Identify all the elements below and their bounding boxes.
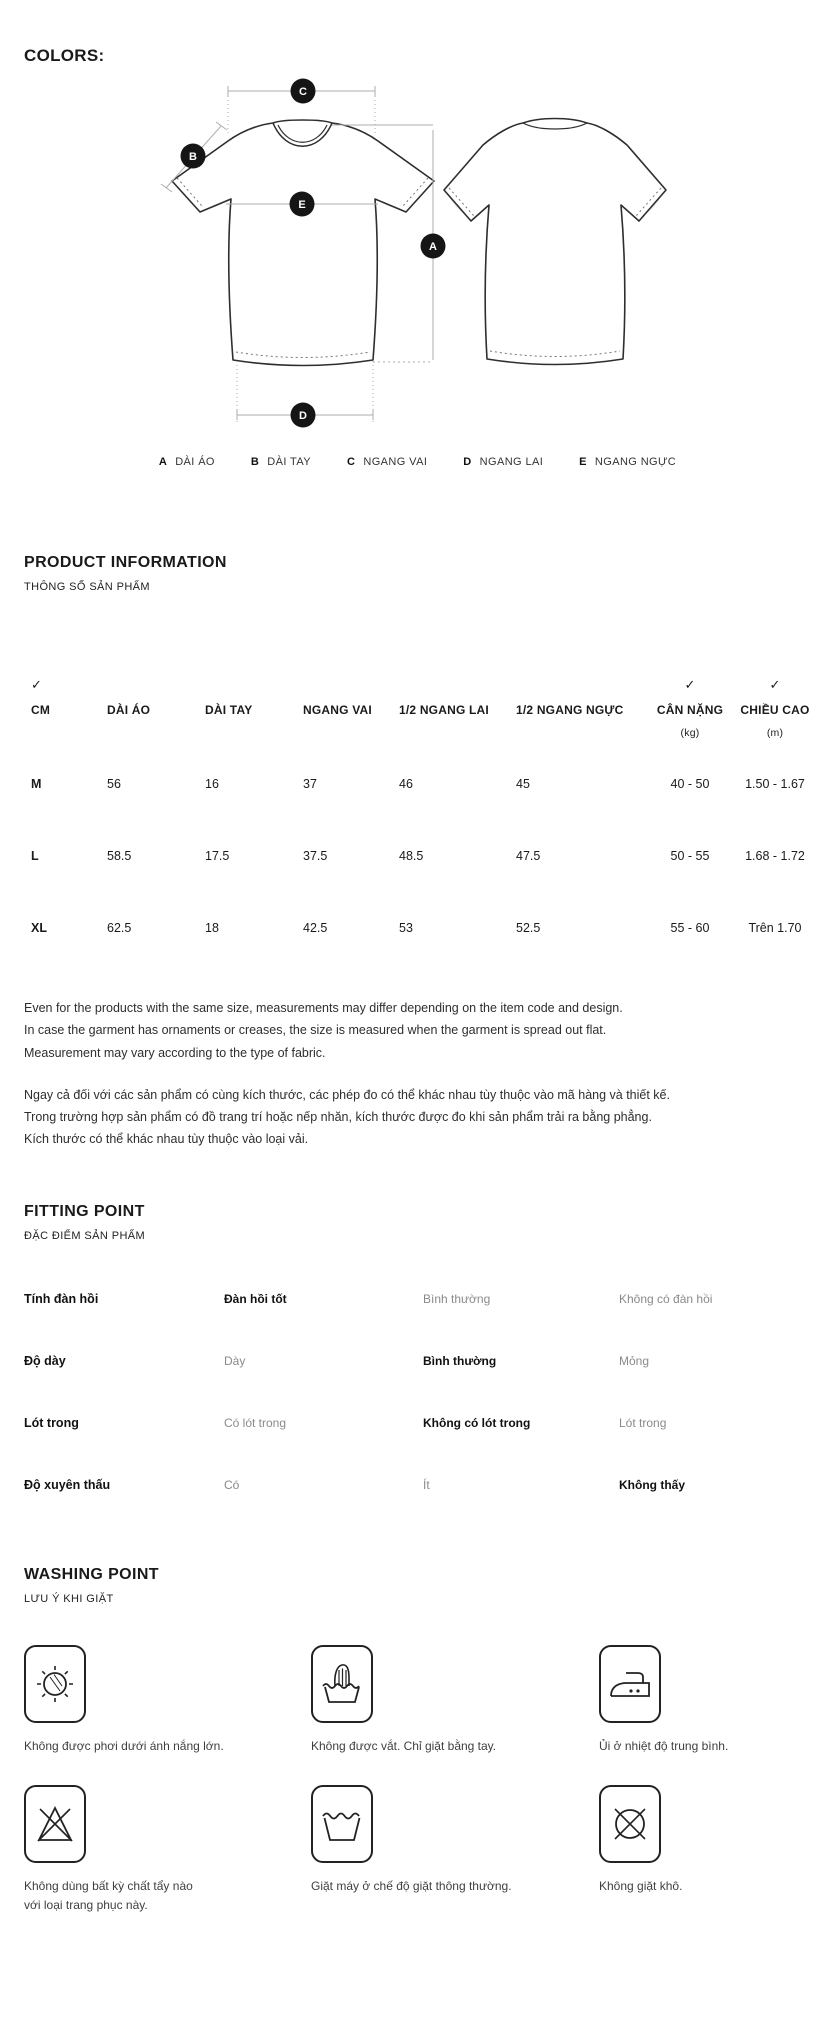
size-diagram [0, 78, 835, 468]
washing-caption: Không dùng bất kỳ chất tẩy nào với loại trang phục này. [24, 1879, 193, 1912]
column-header-ngang-nguc: 1/2 NGANG NGỰC [516, 703, 624, 717]
legend-label: DÀI ÁO [175, 456, 215, 468]
cell-ngang-nguc: 52.5 [516, 921, 541, 935]
note-line: Kích thước có thể khác nhau tùy thuộc vào loại vải. [24, 1132, 309, 1147]
note-line: Ngay cả đối với các sản phẩm có cùng kích thước, các phép đo có thể khác nhau tùy thuộc vào mã hàng và thiết kế. [24, 1087, 670, 1102]
washing-point-section [0, 1566, 835, 1605]
cell-can-nang: 50 - 55 [670, 849, 710, 863]
hand-wash-icon [311, 1645, 373, 1723]
legend-key: D [463, 456, 472, 468]
note-line: Even for the products with the same size, measurements may differ depending on the item code and design. [24, 1001, 623, 1015]
fitting-option: Có [224, 1477, 240, 1492]
fitting-label: Độ dày [24, 1353, 66, 1368]
checkmark-icon: ✓ [31, 677, 43, 692]
fitting-option: Mỏng [619, 1353, 650, 1368]
legend-key: A [158, 456, 168, 468]
note-line: Trong trường hợp sản phẩm có đồ trang trí hoặc nếp nhăn, kích thước được đo khi sản phẩm trải ra bằng phẳng. [24, 1110, 652, 1124]
washing-item [311, 1645, 599, 1756]
size-row-xl [0, 921, 835, 935]
checkmark-icon: ✓ [684, 677, 696, 692]
fitting-option: Dày [224, 1353, 246, 1368]
washing-item [599, 1785, 835, 1914]
no-sun-dry-icon [24, 1645, 86, 1723]
measurement-note-vi [0, 1084, 835, 1151]
washing-point-title: WASHING POINT [24, 1565, 159, 1583]
washing-caption: Giặt máy ở chế độ giặt thông thường. [311, 1879, 512, 1894]
svg-text:D: D [299, 410, 307, 422]
legend-label: NGANG NGỰC [594, 456, 677, 468]
size-row-m [0, 777, 835, 791]
no-bleach-icon [24, 1785, 86, 1863]
tshirt-measurement-illustration [0, 78, 835, 448]
cell-ngang-vai: 37 [303, 777, 317, 791]
cell-can-nang: 55 - 60 [670, 921, 710, 935]
unit-label: (kg) [680, 727, 700, 739]
product-information-section [0, 554, 835, 593]
legend-label: NGANG LAI [479, 456, 544, 468]
checkmark-icon: ✓ [769, 677, 781, 692]
size-name: XL [31, 921, 47, 935]
front-shirt [172, 120, 434, 366]
washing-item [599, 1645, 835, 1756]
column-header-cm: ✓ CM [22, 677, 107, 718]
svg-text:E: E [298, 199, 306, 211]
measure-marker-e [290, 192, 315, 217]
column-header-dai-ao: DÀI ÁO [107, 703, 151, 717]
cell-dai-ao: 56 [107, 777, 121, 791]
washing-caption: Không được phơi dưới ánh nắng lớn. [24, 1738, 224, 1753]
cell-ngang-lai: 46 [399, 777, 413, 791]
iron-medium-icon [599, 1645, 661, 1723]
fitting-row-transparency [24, 1454, 835, 1516]
fitting-row-elasticity [24, 1268, 835, 1330]
fitting-option: Có lót trong [224, 1415, 287, 1430]
fitting-label: Tính đàn hồi [24, 1291, 99, 1306]
cell-ngang-nguc: 45 [516, 777, 530, 791]
fitting-option: Không thấy [619, 1477, 685, 1492]
washing-caption: Không được vắt. Chỉ giặt bằng tay. [311, 1738, 497, 1753]
cell-dai-ao: 58.5 [107, 849, 132, 863]
note-line: Measurement may vary according to the type of fabric. [24, 1045, 326, 1060]
washing-item [24, 1785, 311, 1914]
colors-heading: COLORS: [24, 46, 105, 65]
measurement-note-en [0, 997, 835, 1064]
product-information-title: PRODUCT INFORMATION [24, 554, 227, 571]
cell-ngang-vai: 42.5 [303, 921, 328, 935]
size-name: M [31, 777, 42, 791]
machine-wash-icon [311, 1785, 373, 1863]
washing-caption: Ủi ở nhiệt độ trung bình. [599, 1738, 729, 1753]
legend-item-c [347, 456, 427, 468]
legend-label: NGANG VAI [363, 456, 428, 468]
washing-caption: Không giặt khô. [599, 1879, 683, 1894]
column-header-chieu-cao: ✓ CHIỀU CAO (m) [730, 677, 820, 741]
measure-marker-b [181, 144, 206, 169]
measure-marker-d [291, 403, 316, 428]
legend-item-d [463, 456, 543, 468]
measurement-legend [0, 456, 835, 468]
fitting-point-title: FITTING POINT [24, 1202, 145, 1220]
legend-key: E [579, 456, 587, 468]
fitting-option: Không có lót trong [423, 1415, 531, 1430]
legend-key: B [250, 456, 260, 468]
size-table [0, 677, 835, 935]
cell-dai-tay: 18 [205, 921, 219, 935]
cell-chieu-cao: 1.50 - 1.67 [745, 777, 805, 791]
legend-label: DÀI TAY [267, 456, 312, 468]
column-header-dai-tay: DÀI TAY [205, 703, 253, 717]
svg-text:C: C [299, 86, 307, 98]
fitting-row-lining [24, 1392, 835, 1454]
washing-item [24, 1645, 311, 1756]
note-line: In case the garment has ornaments or creases, the size is measured when the garment is spread out flat. [24, 1023, 607, 1038]
washing-instructions [0, 1645, 835, 1915]
fitting-option: Bình thường [423, 1291, 491, 1306]
measure-marker-a [421, 234, 446, 259]
fitting-point-section [0, 1203, 835, 1242]
column-header-ngang-lai: 1/2 NGANG LAI [399, 703, 489, 717]
column-header-ngang-vai: NGANG VAI [303, 703, 372, 717]
cell-dai-tay: 16 [205, 777, 219, 791]
no-dry-clean-icon [599, 1785, 661, 1863]
cell-ngang-nguc: 47.5 [516, 849, 541, 863]
cell-ngang-lai: 48.5 [399, 849, 424, 863]
cell-can-nang: 40 - 50 [670, 777, 710, 791]
size-name: L [31, 849, 39, 863]
unit-label: (m) [766, 727, 784, 739]
legend-key: C [347, 456, 356, 468]
cell-chieu-cao: Trên 1.70 [748, 921, 802, 935]
fitting-label: Độ xuyên thấu [24, 1477, 111, 1492]
cell-dai-ao: 62.5 [107, 921, 132, 935]
fitting-option: Không có đàn hồi [619, 1291, 713, 1306]
fitting-option: Lót trong [619, 1415, 667, 1430]
fitting-table [0, 1268, 835, 1516]
fitting-option: Đàn hồi tốt [224, 1291, 287, 1306]
cell-chieu-cao: 1.68 - 1.72 [745, 849, 805, 863]
svg-text:A: A [429, 241, 437, 253]
fitting-point-subtitle: ĐẶC ĐIỂM SẢN PHẨM [24, 1229, 146, 1242]
fitting-label: Lót trong [24, 1415, 79, 1430]
legend-item-e [579, 456, 676, 468]
back-shirt [444, 119, 666, 365]
cell-ngang-vai: 37.5 [303, 849, 328, 863]
legend-item-a [159, 456, 215, 468]
svg-text:B: B [189, 151, 197, 163]
fitting-option: Bình thường [423, 1353, 497, 1368]
fitting-row-thickness [24, 1330, 835, 1392]
fitting-option: Ít [423, 1477, 430, 1492]
washing-item [311, 1785, 599, 1914]
column-header-can-nang: ✓ CÂN NẶNG (kg) [650, 677, 730, 741]
cell-ngang-lai: 53 [399, 921, 413, 935]
washing-point-subtitle: LƯU Ý KHI GIẶT [24, 1592, 114, 1605]
measure-marker-c [291, 79, 316, 104]
legend-item-b [251, 456, 311, 468]
cell-dai-tay: 17.5 [205, 849, 230, 863]
size-table-header [0, 677, 835, 741]
size-row-l [0, 849, 835, 863]
product-information-subtitle: THÔNG SỐ SẢN PHẨM [24, 581, 150, 593]
